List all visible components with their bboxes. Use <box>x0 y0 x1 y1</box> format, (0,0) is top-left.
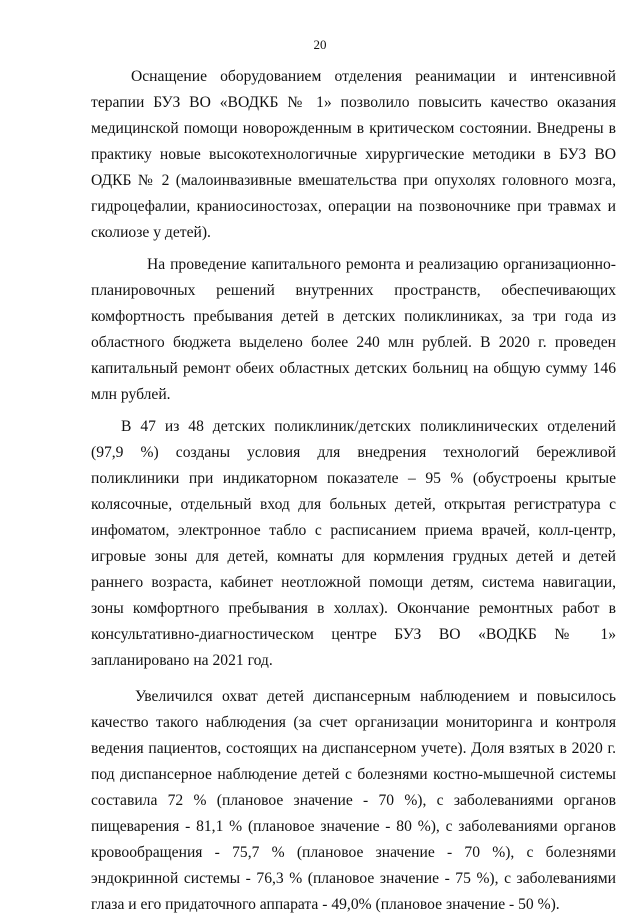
paragraph-dispensary-observation: Увеличился охват детей диспансерным наблюдением и повысилось качество такого наблюдения (за счет организации мониторинга и контроля ведения пациентов, состоящих на диспансерном учете). Доля взятых в 2020 г. под диспансерное наблюдение детей с болезнями костно-мышечной системы составила 72 % (плановое значение - 70 %), с заболеваниями органов пищеварения - 81,1 % (плановое значение - 80 %), с заболеваниями органов кровообращения - 75,7 % (плановое значение - 70 %), с болезнями эндокринной системы - 76,3 % (плановое значение - 75 %), с заболеваниями глаза и его придаточного аппарата - 49,0% (плановое значение - 50 %). <box>91 688 616 913</box>
paragraph-capital-repair: На проведение капитального ремонта и реализацию организационно-планировочных решений внутренних пространств, обеспечивающих комфортность пребывания детей в детских поликлиниках, за три года из областного бюджета выделено более 240 млн рублей. В 2020 г. проведен капитальный ремонт обеих областных детских больниц на общую сумму 146 млн рублей. <box>91 256 616 403</box>
page-number: 20 <box>313 37 327 52</box>
paragraph-icu-equipment: Оснащение оборудованием отделения реанимации и интенсивной терапии БУЗ ВО «ВОДКБ № 1» позволило повысить качество оказания медицинской помощи новорожденным в критическом состоянии. Внедрены в практику новые высокотехнологичные хирургические методики в БУЗ ВО ОДКБ № 2 (малоинвазивные вмешательства при опухолях головного мозга, гидроцефалии, краниосиностозах, операции на позвоночнике при травмах и сколиозе у детей). <box>91 68 616 241</box>
paragraph-lean-polyclinics: В 47 из 48 детских поликлиник/детских поликлинических отделений (97,9 %) созданы условия для внедрения технологий бережливой поликлиники при индикаторном показателе – 95 % (обустроены крытые колясочные, отдельный вход для больных детей, открытая регистратура с инфоматом, электронное табло с расписанием приема врачей, колл-центр, игровые зоны для детей, комнаты для кормления грудных детей и детей раннего возраста, кабинет неотложной помощи детям, система навигации, зоны комфортного пребывания в холлах). Окончание ремонтных работ в консультативно-диагностическом центре БУЗ ВО «ВОДКБ № 1» запланировано на 2021 год. <box>91 418 616 669</box>
document-body <box>91 64 616 918</box>
